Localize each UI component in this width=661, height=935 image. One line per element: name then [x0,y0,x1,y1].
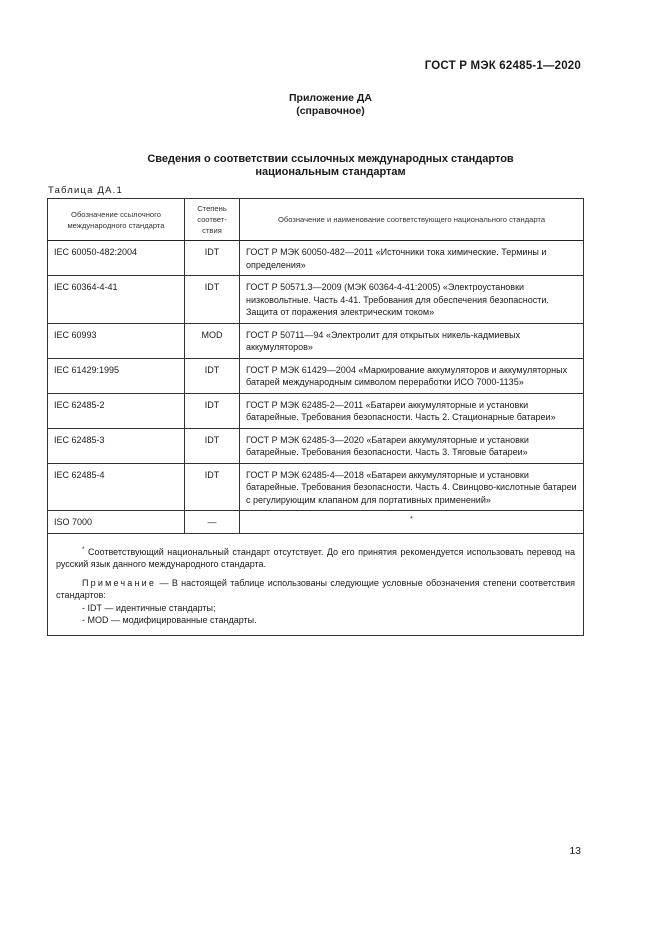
table-row [48,428,584,463]
appendix-title: Приложение ДА [289,92,372,104]
cell-national: ГОСТ Р МЭК 62485-3—2020 «Батареи аккумуляторные и установки батарейные. Требования безопасности. Часть 3. Тяговые батареи» [240,428,584,463]
cell-ref: IEC 60993 [48,323,185,358]
cell-national [240,511,584,534]
table-row [48,323,584,358]
note-item-mod: - MOD — модифицированные стандарты. [82,615,257,625]
cell-ref: IEC 60364-4-41 [48,276,185,324]
appendix-subtitle: (справочное) [296,105,365,117]
note-label: Примечание [82,577,157,588]
section-heading-line1: Сведения о соответствии ссылочных международных стандартов [147,153,514,165]
cell-degree: IDT [185,276,240,324]
table-header-row [48,199,584,241]
document-code: ГОСТ Р МЭК 62485-1—2020 [424,60,581,72]
footnote-mark: * [82,545,85,553]
header-ref-standard: Обозначение ссылочного международного стандарта [48,199,185,241]
section-heading-line2: национальным стандартам [255,166,406,178]
cell-ref: IEC 60050-482:2004 [48,241,185,276]
cell-ref: IEC 62485-2 [48,393,185,428]
note [56,577,575,602]
cell-ref: IEC 62485-3 [48,428,185,463]
cell-degree: IDT [185,393,240,428]
footnote-text: Соответствующий национальный стандарт отсутствует. До его принятия рекомендуется использовать перевод на русский язык данного международного стандарта. [56,546,575,569]
footnote-marker: * [410,516,413,523]
correspondence-table [47,198,584,636]
header-national-standard: Обозначение и наименование соответствующего национального стандарта [240,199,584,241]
table-row [48,393,584,428]
notes-row [48,533,584,635]
cell-degree: IDT [185,241,240,276]
cell-degree: — [185,511,240,534]
table-row [48,241,584,276]
cell-national: ГОСТ Р 50711—94 «Электролит для открытых никель-кадмиевых аккумуляторов» [240,323,584,358]
table-label: Таблица ДА.1 [48,185,123,196]
table-row [48,358,584,393]
table-notes [48,533,584,635]
note-item-idt: - IDT — идентичные стандарты; [82,602,216,613]
cell-ref: IEC 62485-4 [48,463,185,511]
header-degree: Степень соответ-ствия [185,199,240,241]
cell-national: ГОСТ Р МЭК 60050-482—2011 «Источники тока химические. Термины и определения» [240,241,584,276]
cell-degree: MOD [185,323,240,358]
cell-national: ГОСТ Р МЭК 62485-4—2018 «Батареи аккумуляторные и установки батарейные. Требования безопасности. Часть 4. Свинцово-кислотные батареи с регулирующим клапаном для портативных применений» [240,463,584,511]
cell-national: ГОСТ Р МЭК 61429—2004 «Маркирование аккумуляторов и аккумуляторных батарей международным символом переработки ИСО 7000-1135» [240,358,584,393]
footnote [56,544,575,571]
page-number: 13 [569,845,581,857]
cell-degree: IDT [185,428,240,463]
cell-ref: IEC 61429:1995 [48,358,185,393]
table-row [48,276,584,324]
table-row [48,511,584,534]
cell-ref: ISO 7000 [48,511,185,534]
cell-national: ГОСТ Р МЭК 62485-2—2011 «Батареи аккумуляторные и установки батарейные. Требования безопасности. Часть 2. Стационарные батареи» [240,393,584,428]
cell-national: ГОСТ Р 50571.3—2009 (МЭК 60364-4-41:2005) «Электроустановки низковольтные. Часть 4-41. Требования для обеспечения безопасности. Защита от поражения электрическим током» [240,276,584,324]
table-row [48,463,584,511]
note-text: — В настоящей таблице использованы следующие условные обозначения степени соответствия стандартов: [56,577,575,600]
cell-degree: IDT [185,358,240,393]
cell-degree: IDT [185,463,240,511]
